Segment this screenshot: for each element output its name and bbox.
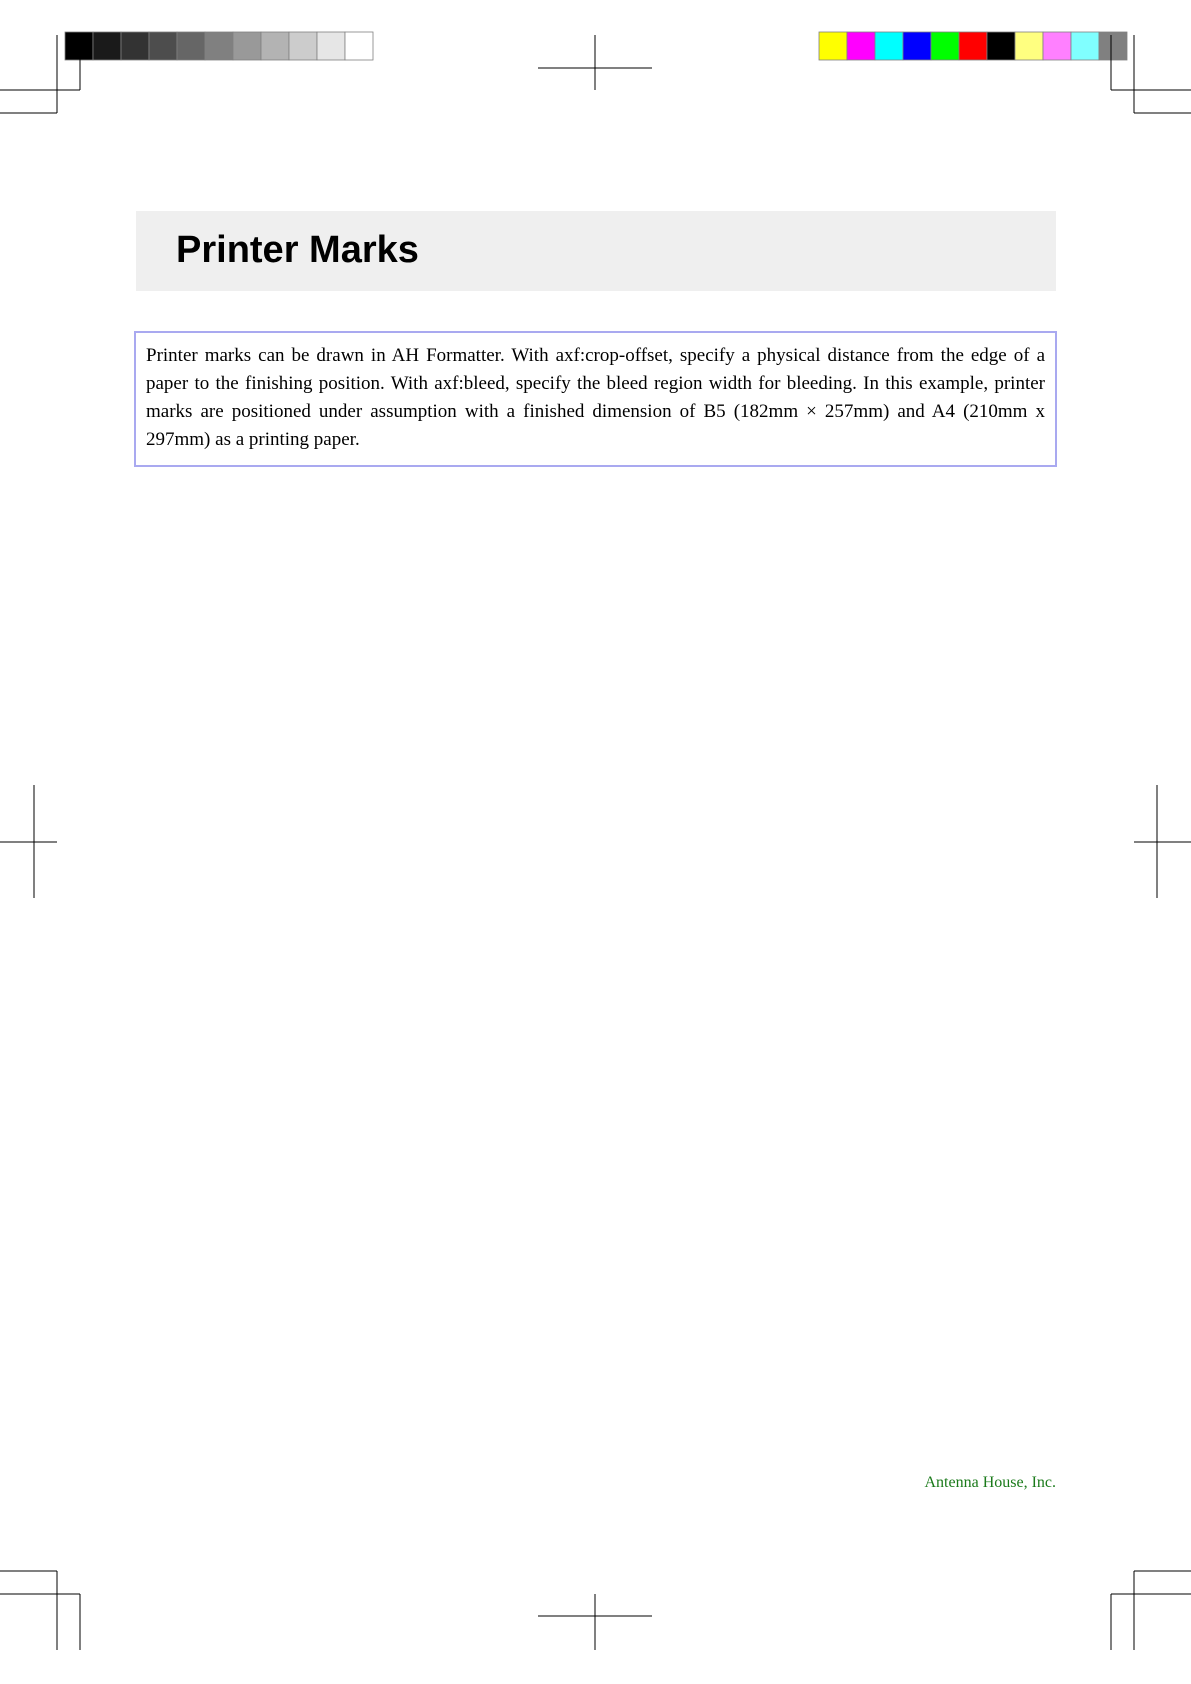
- gray-bar-swatch-3: [121, 32, 149, 60]
- color-bar-swatch-3: [875, 32, 903, 60]
- gray-bar-swatch-11: [345, 32, 373, 60]
- color-bar-swatch-10: [1071, 32, 1099, 60]
- center-mark-top: [538, 35, 652, 90]
- title-band: [136, 211, 1056, 291]
- gray-bar-swatch-5: [177, 32, 205, 60]
- center-mark-right: [1134, 785, 1191, 898]
- crop-mark-bottom-left: [0, 1571, 80, 1650]
- color-bar-swatch-11: [1099, 32, 1127, 60]
- color-bar-swatch-1: [819, 32, 847, 60]
- gray-bar-swatch-9: [289, 32, 317, 60]
- page-title: Printer Marks: [176, 229, 419, 271]
- color-registration-bar: [819, 32, 1127, 60]
- color-bar-swatch-4: [903, 32, 931, 60]
- gray-bar-swatch-10: [317, 32, 345, 60]
- gray-bar-swatch-4: [149, 32, 177, 60]
- gray-bar-swatch-1: [65, 32, 93, 60]
- footer-company-name: Antenna House, Inc.: [924, 1474, 1056, 1491]
- intro-box: [134, 331, 1057, 467]
- gray-bar-swatch-6: [205, 32, 233, 60]
- color-bar-swatch-5: [931, 32, 959, 60]
- color-bar-swatch-7: [987, 32, 1015, 60]
- center-mark-bottom: [538, 1594, 652, 1650]
- crop-mark-bottom-right: [1111, 1571, 1191, 1650]
- intro-paragraph: Printer marks can be drawn in AH Formatter. With axf:crop-offset, specify a physical distance from the edge of a paper to the finishing position. With axf:bleed, specify the bleed region width for bleeding. In this example, printer marks are positioned under assumption with a finished dimension of B5 (182mm × 257mm) and A4 (210mm x 297mm) as a printing paper.: [146, 345, 1045, 450]
- gray-bar-swatch-7: [233, 32, 261, 60]
- center-mark-left: [0, 785, 57, 898]
- color-bar-swatch-2: [847, 32, 875, 60]
- color-bar-swatch-8: [1015, 32, 1043, 60]
- gray-scale-bar: [65, 32, 373, 60]
- gray-bar-swatch-2: [93, 32, 121, 60]
- color-bar-swatch-6: [959, 32, 987, 60]
- gray-bar-swatch-8: [261, 32, 289, 60]
- color-bar-swatch-9: [1043, 32, 1071, 60]
